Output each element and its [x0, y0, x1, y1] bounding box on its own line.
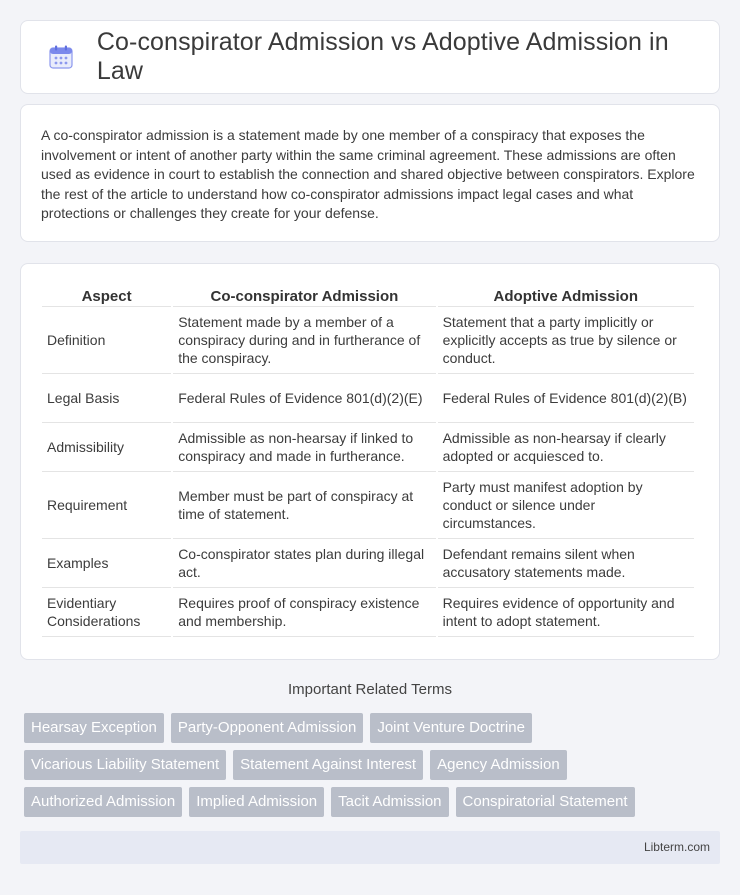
related-terms-list [24, 713, 720, 824]
calendar-icon [47, 43, 75, 71]
comparison-table-card [20, 263, 720, 660]
related-terms-heading: Important Related Terms [288, 681, 452, 698]
row-co-conspirator: Requires proof of conspiracy existence and membership. [173, 588, 435, 637]
tag-implied-admission[interactable]: Implied Admission [189, 787, 324, 817]
tag-party-opponent-admission[interactable]: Party-Opponent Admission [171, 713, 363, 743]
tag-agency-admission[interactable]: Agency Admission [430, 750, 567, 780]
table-row [42, 472, 694, 539]
tag-hearsay-exception[interactable]: Hearsay Exception [24, 713, 164, 743]
table-header-row [42, 286, 694, 307]
row-aspect: Evidentiary Considerations [42, 588, 171, 637]
table-row [42, 307, 694, 374]
tag-conspiratorial-statement[interactable]: Conspiratorial Statement [456, 787, 635, 817]
row-adoptive: Statement that a party implicitly or explicitly accepts as true by silence or conduct. [438, 307, 694, 374]
table-row [42, 423, 694, 472]
row-co-conspirator: Admissible as non-hearsay if linked to conspiracy and made in furtherance. [173, 423, 435, 472]
row-aspect: Admissibility [42, 423, 171, 472]
tag-authorized-admission[interactable]: Authorized Admission [24, 787, 182, 817]
row-co-conspirator: Statement made by a member of a conspiracy during and in furtherance of the conspiracy. [173, 307, 435, 374]
comparison-table [40, 286, 696, 637]
tag-tacit-admission[interactable]: Tacit Admission [331, 787, 448, 817]
table-row [42, 588, 694, 637]
row-adoptive: Requires evidence of opportunity and intent to adopt statement. [438, 588, 694, 637]
tag-vicarious-liability-statement[interactable]: Vicarious Liability Statement [24, 750, 226, 780]
row-co-conspirator: Federal Rules of Evidence 801(d)(2)(E) [173, 374, 435, 423]
row-aspect: Definition [42, 307, 171, 374]
footer-site-link[interactable]: Libterm.com [643, 840, 710, 854]
row-aspect: Requirement [42, 472, 171, 539]
page-title: Co-conspirator Admission vs Adoptive Admission in Law [96, 28, 669, 85]
intro-card [20, 104, 720, 242]
intro-paragraph: A co-conspirator admission is a statement made by one member of a conspiracy that exposes the involvement or intent of another party within the same criminal agreement. These admissions are often used as evidence in court to establish the connection and shared objective between conspirators. Explore the rest of the article to understand how co-conspirator admissions impact legal cases and what protections or challenges they create for your defense. [41, 127, 695, 222]
row-adoptive: Party must manifest adoption by conduct or silence under circumstances. [438, 472, 694, 539]
row-adoptive: Defendant remains silent when accusatory statements made. [438, 539, 694, 588]
column-header-adoptive: Adoptive Admission [438, 286, 694, 307]
table-row [42, 374, 694, 423]
row-co-conspirator: Co-conspirator states plan during illegal act. [173, 539, 435, 588]
tag-statement-against-interest[interactable]: Statement Against Interest [233, 750, 423, 780]
tag-joint-venture-doctrine[interactable]: Joint Venture Doctrine [370, 713, 532, 743]
row-co-conspirator: Member must be part of conspiracy at time of statement. [173, 472, 435, 539]
row-adoptive: Federal Rules of Evidence 801(d)(2)(B) [438, 374, 694, 423]
header-card [20, 20, 720, 94]
row-aspect: Legal Basis [42, 374, 171, 423]
row-adoptive: Admissible as non-hearsay if clearly adopted or acquiesced to. [438, 423, 694, 472]
tag-row [24, 787, 720, 817]
column-header-co-conspirator: Co-conspirator Admission [173, 286, 435, 307]
table-row [42, 539, 694, 588]
row-aspect: Examples [42, 539, 171, 588]
tag-row [24, 750, 720, 780]
footer [20, 831, 720, 864]
tag-row [24, 713, 720, 743]
column-header-aspect: Aspect [42, 286, 171, 307]
